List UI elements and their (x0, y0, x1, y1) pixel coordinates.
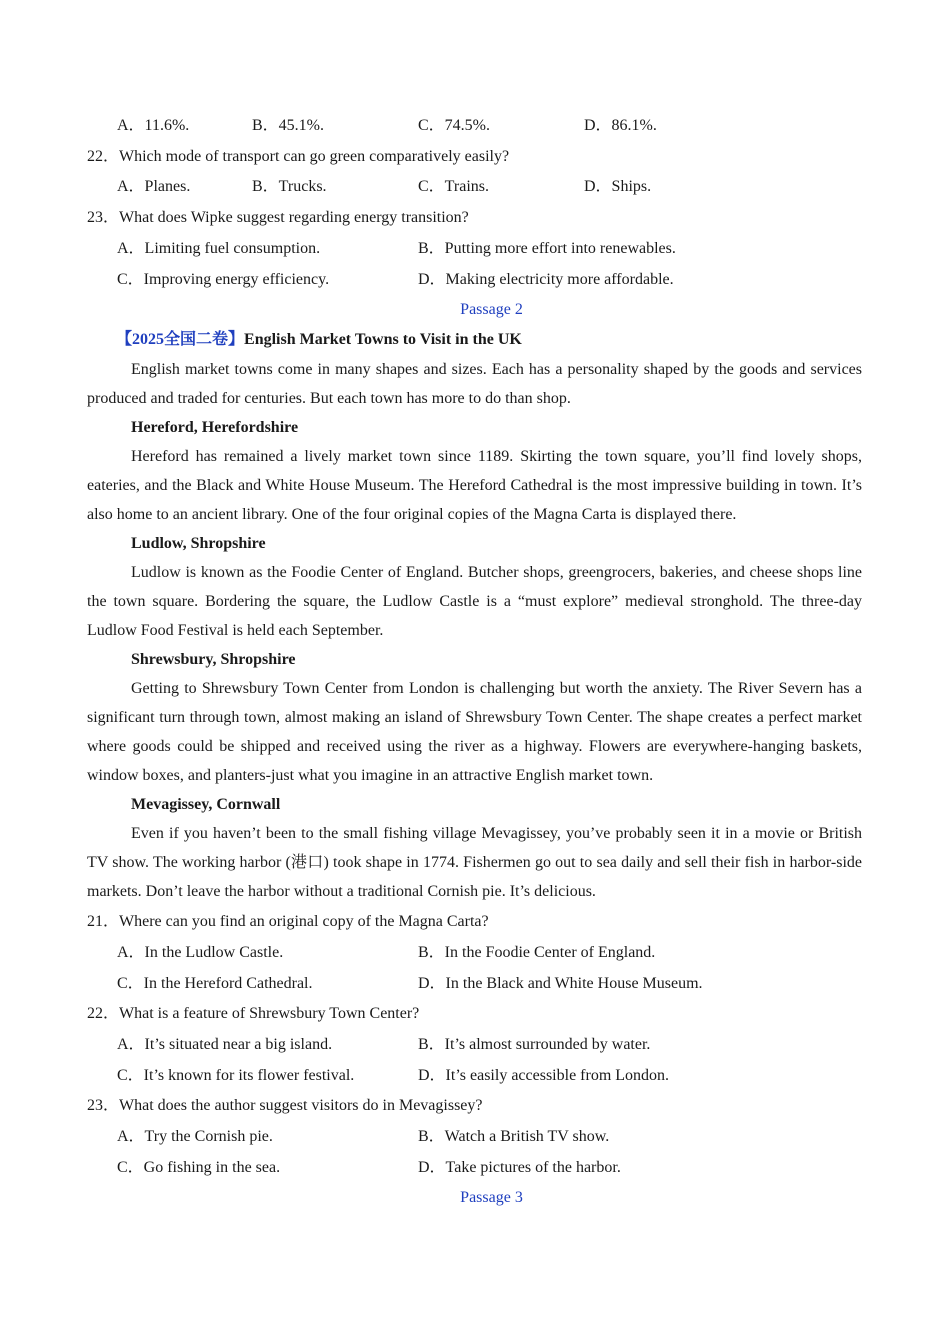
passage-3-label: Passage 3 (460, 1189, 523, 1206)
q21-option-c: C．74.5%. (418, 117, 491, 134)
section-text-hereford: Hereford has remained a lively market town since 1189. Skirting the town square, you’ll find lovely shops, eateries, and the Black and White House Museum. The Hereford Cathedral is the most impressive building in town. It’s also home to an ancient library. One of the four original copies of the Magna Carta is displayed there. (87, 448, 862, 523)
q23-option-b: B．Watch a British TV show. (418, 1128, 610, 1145)
q23-option-c: C．Go fishing in the sea. (117, 1159, 281, 1176)
q23-option-a: A．Try the Cornish pie. (117, 1128, 273, 1145)
question-stem: 23．What does Wipke suggest regarding energy transition? (87, 209, 469, 226)
passage-title-text: English Market Towns to Visit in the UK (244, 331, 522, 348)
section-heading-hereford: Hereford, Herefordshire (131, 419, 299, 436)
q22-option-a: A．It’s situated near a big island. (117, 1036, 333, 1053)
question-stem: 22．What is a feature of Shrewsbury Town Center? (87, 1005, 420, 1022)
question-stem: 23．What does the author suggest visitors do in Mevagissey? (87, 1097, 483, 1114)
q22-option-d: D．It’s easily accessible from London. (418, 1067, 670, 1084)
q23-option-a: A．Limiting fuel consumption. (117, 240, 321, 257)
q21-option-c: C．In the Hereford Cathedral. (117, 975, 313, 992)
q21-option-b: B．45.1%. (252, 117, 325, 134)
section-heading-mevagissey: Mevagissey, Cornwall (131, 796, 281, 813)
q23-option-b: B．Putting more effort into renewables. (418, 240, 676, 257)
passage-2-label: Passage 2 (460, 301, 523, 318)
q22-option-c: C．It’s known for its flower festival. (117, 1067, 355, 1084)
section-text-shrewsbury: Getting to Shrewsbury Town Center from London is challenging but worth the anxiety. The River Severn has a significant turn through town, almost making an island of Shrewsbury Town Center. The shape creates a perfect market where goods could be shipped and received using the river as a highway. Flowers are everywhere-hanging baskets, window boxes, and planters-just what you imagine in an attractive English market town. (87, 680, 862, 784)
q23-option-c: C．Improving energy efficiency. (117, 271, 330, 288)
passage-title (116, 330, 522, 350)
q21-option-a: A．In the Ludlow Castle. (117, 944, 284, 961)
section-heading-shrewsbury: Shrewsbury, Shropshire (131, 651, 296, 668)
section-text-mevagissey: Even if you haven’t been to the small fishing village Mevagissey, you’ve probably seen it in a movie or British TV show. The working harbor (港口) took shape in 1774. Fishermen go out to sea daily and sell their fish in harbor-side markets. Don’t leave the harbor without a traditional Cornish pie. It’s delicious. (87, 825, 862, 900)
question-stem: 22．Which mode of transport can go green comparatively easily? (87, 148, 510, 165)
section-text-ludlow: Ludlow is known as the Foodie Center of England. Butcher shops, greengrocers, bakeries, and cheese shops line the town square. Bordering the square, the Ludlow Castle is a “must explore” medieval stronghold. The three-day Ludlow Food Festival is held each September. (87, 564, 862, 639)
q22-option-d: D．Ships. (584, 178, 652, 195)
question-stem: 21．Where can you find an original copy of the Magna Carta? (87, 913, 489, 930)
q22-option-b: B．Trucks. (252, 178, 327, 195)
q21-option-a: A．11.6%. (117, 117, 190, 134)
q22-option-c: C．Trains. (418, 178, 489, 195)
q22-option-a: A．Planes. (117, 178, 191, 195)
intro-paragraph: English market towns come in many shapes and sizes. Each has a personality shaped by the goods and services produced and traded for centuries. But each town has more to do than shop. (87, 361, 862, 407)
q22-option-b: B．It’s almost surrounded by water. (418, 1036, 651, 1053)
q23-option-d: D．Making electricity more affordable. (418, 271, 674, 288)
q21-option-d: D．In the Black and White House Museum. (418, 975, 703, 992)
q21-option-d: D．86.1%. (584, 117, 657, 134)
section-heading-ludlow: Ludlow, Shropshire (131, 535, 266, 552)
q21-option-b: B．In the Foodie Center of England. (418, 944, 656, 961)
q23-option-d: D．Take pictures of the harbor. (418, 1159, 621, 1176)
exam-source-tag: 【2025全国二卷】 (116, 331, 245, 348)
